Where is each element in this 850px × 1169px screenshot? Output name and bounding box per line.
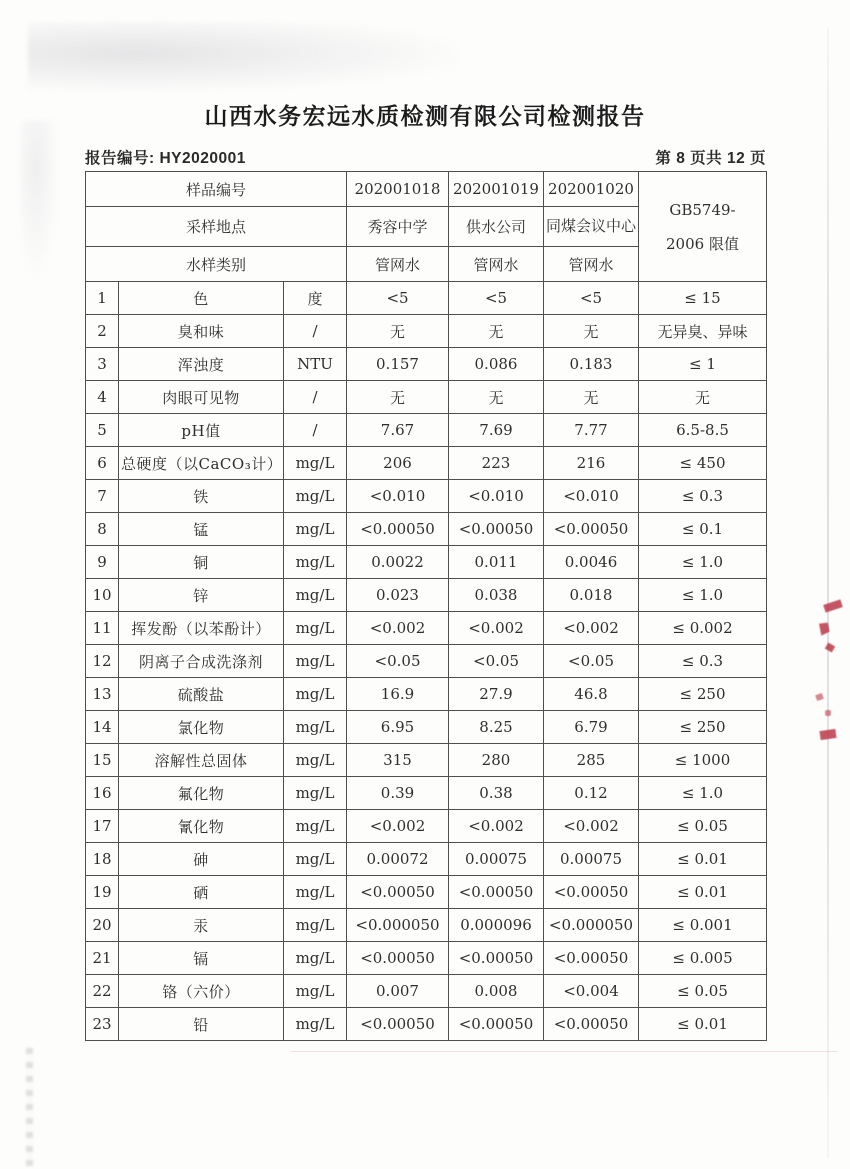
table-row xyxy=(86,1008,767,1041)
sample3-value: <0.002 xyxy=(544,612,639,645)
table-row xyxy=(86,942,767,975)
sample-id-2: 202001019 xyxy=(449,172,544,207)
parameter-name: 肉眼可见物 xyxy=(119,381,284,414)
unit: mg/L xyxy=(284,546,347,579)
sample3-value: <0.00050 xyxy=(544,876,639,909)
limit-value: ≤ 15 xyxy=(639,282,767,315)
sample1-value: 0.39 xyxy=(347,777,449,810)
sample1-value: 0.007 xyxy=(347,975,449,1008)
sample1-value: <5 xyxy=(347,282,449,315)
limit-value: ≤ 0.1 xyxy=(639,513,767,546)
unit: mg/L xyxy=(284,645,347,678)
parameter-name: 臭和味 xyxy=(119,315,284,348)
table-row xyxy=(86,843,767,876)
row-number: 16 xyxy=(86,777,119,810)
parameter-name: 铁 xyxy=(119,480,284,513)
limit-value: ≤ 1.0 xyxy=(639,546,767,579)
water-quality-table xyxy=(85,171,767,1041)
table-row xyxy=(86,810,767,843)
unit: NTU xyxy=(284,348,347,381)
sample2-value: 0.000096 xyxy=(449,909,544,942)
sample3-value: 无 xyxy=(544,381,639,414)
sample-id-label: 样品编号 xyxy=(86,172,347,207)
table-row xyxy=(86,579,767,612)
parameter-name: 氯化物 xyxy=(119,711,284,744)
sample2-value: 无 xyxy=(449,315,544,348)
sample3-value: 285 xyxy=(544,744,639,777)
location-1: 秀容中学 xyxy=(347,207,449,247)
unit: mg/L xyxy=(284,513,347,546)
results-tbody xyxy=(86,282,767,1041)
limit-value: ≤ 1.0 xyxy=(639,579,767,612)
sample1-value: <0.00050 xyxy=(347,876,449,909)
table-row xyxy=(86,744,767,777)
parameter-name: 砷 xyxy=(119,843,284,876)
parameter-name: 汞 xyxy=(119,909,284,942)
sample2-value: 7.69 xyxy=(449,414,544,447)
table-row xyxy=(86,480,767,513)
parameter-name: 浑浊度 xyxy=(119,348,284,381)
row-number: 4 xyxy=(86,381,119,414)
parameter-name: 阴离子合成洗涤剂 xyxy=(119,645,284,678)
unit: mg/L xyxy=(284,975,347,1008)
table-row xyxy=(86,711,767,744)
parameter-name: 锌 xyxy=(119,579,284,612)
unit: mg/L xyxy=(284,678,347,711)
sample3-value: <0.00050 xyxy=(544,513,639,546)
limit-standard-line1: GB5749- xyxy=(669,200,736,219)
sample1-value: 7.67 xyxy=(347,414,449,447)
parameter-name: 铬（六价） xyxy=(119,975,284,1008)
table-row xyxy=(86,546,767,579)
limit-value: ≤ 0.01 xyxy=(639,876,767,909)
sample1-value: 0.00072 xyxy=(347,843,449,876)
unit: / xyxy=(284,381,347,414)
sample2-value: 0.38 xyxy=(449,777,544,810)
row-number: 6 xyxy=(86,447,119,480)
row-number: 7 xyxy=(86,480,119,513)
sample2-value: 27.9 xyxy=(449,678,544,711)
header-row-sample-id xyxy=(86,172,767,207)
table-row xyxy=(86,876,767,909)
row-number: 3 xyxy=(86,348,119,381)
parameter-name: 镉 xyxy=(119,942,284,975)
row-number: 23 xyxy=(86,1008,119,1041)
parameter-name: 硒 xyxy=(119,876,284,909)
sample2-value: <5 xyxy=(449,282,544,315)
sample3-value: 0.018 xyxy=(544,579,639,612)
sample1-value: <0.00050 xyxy=(347,1008,449,1041)
row-number: 2 xyxy=(86,315,119,348)
sample3-value: 6.79 xyxy=(544,711,639,744)
unit: mg/L xyxy=(284,612,347,645)
sample3-value: <0.00050 xyxy=(544,942,639,975)
water-type-label: 水样类别 xyxy=(86,247,347,282)
row-number: 9 xyxy=(86,546,119,579)
limit-value: ≤ 0.05 xyxy=(639,975,767,1008)
sample1-value: 315 xyxy=(347,744,449,777)
row-number: 21 xyxy=(86,942,119,975)
sample3-value: 0.00075 xyxy=(544,843,639,876)
parameter-name: 铅 xyxy=(119,1008,284,1041)
sample2-value: 0.086 xyxy=(449,348,544,381)
sample2-value: 223 xyxy=(449,447,544,480)
sample2-value: <0.002 xyxy=(449,612,544,645)
sample2-value: <0.002 xyxy=(449,810,544,843)
table-row xyxy=(86,381,767,414)
unit: mg/L xyxy=(284,810,347,843)
parameter-name: 色 xyxy=(119,282,284,315)
limit-value: ≤ 1.0 xyxy=(639,777,767,810)
table-row xyxy=(86,348,767,381)
sample2-value: 280 xyxy=(449,744,544,777)
parameter-name: 溶解性总固体 xyxy=(119,744,284,777)
limit-value: ≤ 1 xyxy=(639,348,767,381)
sample1-value: <0.000050 xyxy=(347,909,449,942)
scan-edge-line xyxy=(827,28,829,1158)
parameter-name: 氟化物 xyxy=(119,777,284,810)
unit: 度 xyxy=(284,282,347,315)
sample2-value: 0.011 xyxy=(449,546,544,579)
sample3-value: <5 xyxy=(544,282,639,315)
table-row xyxy=(86,909,767,942)
row-number: 20 xyxy=(86,909,119,942)
limit-value: ≤ 1000 xyxy=(639,744,767,777)
limit-value: ≤ 0.05 xyxy=(639,810,767,843)
unit: mg/L xyxy=(284,447,347,480)
table-row xyxy=(86,975,767,1008)
unit: mg/L xyxy=(284,744,347,777)
unit: / xyxy=(284,414,347,447)
limit-value: ≤ 0.001 xyxy=(639,909,767,942)
row-number: 5 xyxy=(86,414,119,447)
table-row xyxy=(86,414,767,447)
sample1-value: 0.0022 xyxy=(347,546,449,579)
parameter-name: 铜 xyxy=(119,546,284,579)
sample1-value: <0.00050 xyxy=(347,942,449,975)
limit-value: ≤ 250 xyxy=(639,678,767,711)
limit-value: ≤ 250 xyxy=(639,711,767,744)
water-type-1: 管网水 xyxy=(347,247,449,282)
unit: mg/L xyxy=(284,579,347,612)
sample3-value: 46.8 xyxy=(544,678,639,711)
limit-value: ≤ 0.3 xyxy=(639,645,767,678)
scan-edge-shadow xyxy=(290,1051,838,1052)
sample2-value: <0.00050 xyxy=(449,876,544,909)
limit-value: 无异臭、异味 xyxy=(639,315,767,348)
sample3-value: 7.77 xyxy=(544,414,639,447)
limit-value: 无 xyxy=(639,381,767,414)
sample3-value: <0.000050 xyxy=(544,909,639,942)
unit: / xyxy=(284,315,347,348)
table-row xyxy=(86,645,767,678)
sample1-value: 0.023 xyxy=(347,579,449,612)
sample1-value: <0.002 xyxy=(347,612,449,645)
scan-edge-marks xyxy=(26,1048,33,1166)
limit-value: 6.5-8.5 xyxy=(639,414,767,447)
sample1-value: 206 xyxy=(347,447,449,480)
red-seal-fragment xyxy=(812,598,848,750)
sample1-value: 6.95 xyxy=(347,711,449,744)
scan-smudge-top xyxy=(28,22,458,92)
sample3-value: 0.12 xyxy=(544,777,639,810)
sample2-value: <0.00050 xyxy=(449,1008,544,1041)
parameter-name: 氰化物 xyxy=(119,810,284,843)
unit: mg/L xyxy=(284,942,347,975)
sample3-value: <0.002 xyxy=(544,810,639,843)
parameter-name: pH值 xyxy=(119,414,284,447)
unit: mg/L xyxy=(284,909,347,942)
location-3: 同煤会议中心 xyxy=(544,207,639,247)
limit-standard-header xyxy=(639,172,767,282)
sample1-value: 16.9 xyxy=(347,678,449,711)
limit-value: ≤ 0.01 xyxy=(639,843,767,876)
meta-row xyxy=(85,146,766,168)
sample2-value: <0.05 xyxy=(449,645,544,678)
location-2: 供水公司 xyxy=(449,207,544,247)
sample1-value: <0.002 xyxy=(347,810,449,843)
limit-value: ≤ 0.3 xyxy=(639,480,767,513)
sample3-value: 216 xyxy=(544,447,639,480)
table-row xyxy=(86,447,767,480)
document-title: 山西水务宏远水质检测有限公司检测报告 xyxy=(204,103,646,129)
table-row xyxy=(86,513,767,546)
row-number: 15 xyxy=(86,744,119,777)
unit: mg/L xyxy=(284,777,347,810)
sample3-value: 0.0046 xyxy=(544,546,639,579)
sample-id-3: 202001020 xyxy=(544,172,639,207)
table-row xyxy=(86,282,767,315)
unit: mg/L xyxy=(284,1008,347,1041)
row-number: 1 xyxy=(86,282,119,315)
limit-value: ≤ 0.002 xyxy=(639,612,767,645)
page-indicator: 第 8 页共 12 页 xyxy=(655,150,766,167)
water-type-3: 管网水 xyxy=(544,247,639,282)
scan-smudge-left xyxy=(20,120,60,280)
row-number: 17 xyxy=(86,810,119,843)
row-number: 11 xyxy=(86,612,119,645)
sample1-value: <0.05 xyxy=(347,645,449,678)
parameter-name: 挥发酚（以苯酚计） xyxy=(119,612,284,645)
sample2-value: <0.00050 xyxy=(449,942,544,975)
table-row xyxy=(86,678,767,711)
sample2-value: <0.010 xyxy=(449,480,544,513)
unit: mg/L xyxy=(284,480,347,513)
sample3-value: <0.004 xyxy=(544,975,639,1008)
sample3-value: 0.183 xyxy=(544,348,639,381)
sample3-value: <0.05 xyxy=(544,645,639,678)
limit-value: ≤ 0.01 xyxy=(639,1008,767,1041)
limit-value: ≤ 0.005 xyxy=(639,942,767,975)
water-type-2: 管网水 xyxy=(449,247,544,282)
sample1-value: <0.00050 xyxy=(347,513,449,546)
limit-standard-line2: 2006 限值 xyxy=(666,234,739,253)
report-number: 报告编号: HY2020001 xyxy=(85,150,246,167)
sample1-value: <0.010 xyxy=(347,480,449,513)
parameter-name: 硫酸盐 xyxy=(119,678,284,711)
sample3-value: <0.00050 xyxy=(544,1008,639,1041)
sample2-value: 0.00075 xyxy=(449,843,544,876)
table-row xyxy=(86,777,767,810)
row-number: 12 xyxy=(86,645,119,678)
table-row xyxy=(86,612,767,645)
row-number: 18 xyxy=(86,843,119,876)
sample2-value: <0.00050 xyxy=(449,513,544,546)
row-number: 22 xyxy=(86,975,119,1008)
limit-value: ≤ 450 xyxy=(639,447,767,480)
sample2-value: 无 xyxy=(449,381,544,414)
location-label: 采样地点 xyxy=(86,207,347,247)
table-row xyxy=(86,315,767,348)
row-number: 13 xyxy=(86,678,119,711)
unit: mg/L xyxy=(284,876,347,909)
parameter-name: 锰 xyxy=(119,513,284,546)
row-number: 10 xyxy=(86,579,119,612)
unit: mg/L xyxy=(284,843,347,876)
unit: mg/L xyxy=(284,711,347,744)
sample3-value: <0.010 xyxy=(544,480,639,513)
row-number: 19 xyxy=(86,876,119,909)
row-number: 14 xyxy=(86,711,119,744)
sample2-value: 0.008 xyxy=(449,975,544,1008)
parameter-name: 总硬度（以CaCO₃计） xyxy=(119,447,284,480)
sample2-value: 0.038 xyxy=(449,579,544,612)
sample2-value: 8.25 xyxy=(449,711,544,744)
sample1-value: 0.157 xyxy=(347,348,449,381)
sample-id-1: 202001018 xyxy=(347,172,449,207)
sample3-value: 无 xyxy=(544,315,639,348)
sample1-value: 无 xyxy=(347,315,449,348)
row-number: 8 xyxy=(86,513,119,546)
sample1-value: 无 xyxy=(347,381,449,414)
